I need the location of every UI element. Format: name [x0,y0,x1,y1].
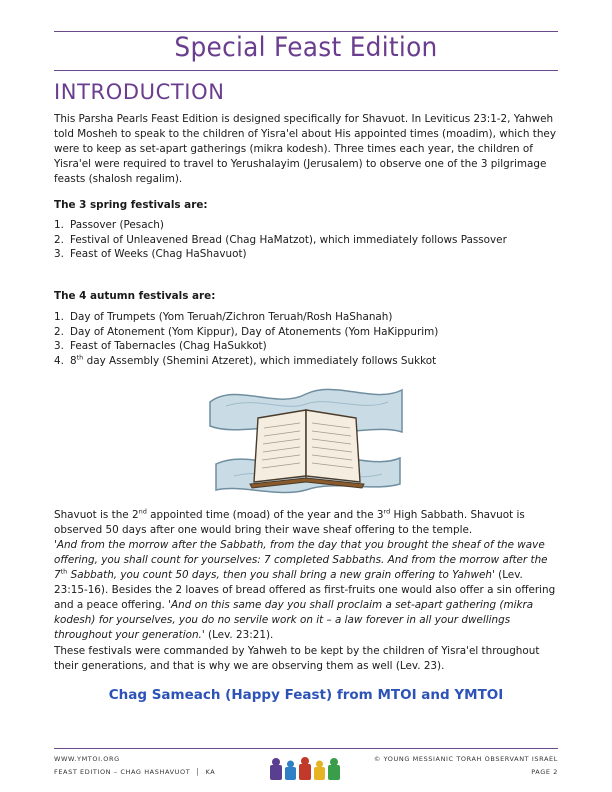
footer-website: WWW.YMTOI.ORG [54,755,120,763]
open-book-illustration [206,372,406,498]
blessing-line: Chag Sameach (Happy Feast) from MTOI and YMTOI [108,687,504,703]
list-item [54,325,558,340]
footer-edition-title: FEAST EDITION – CHAG HASHAVUOT [54,768,191,776]
list-item [54,354,558,369]
list-item-text: Feast of Weeks (Chag HaShavuot) [70,248,247,260]
scripture-quote: Sabbath, you count 50 days, then you shall bring a new grain offering to Yahweh' [67,569,495,581]
shavuot-paragraph [54,508,558,643]
section-heading: INTRODUCTION [54,80,225,104]
intro-paragraph: This Parsha Pearls Feast Edition is designed specifically for Shavuot. In Leviticus 23:1-2, Yahweh told Mosheh to speak to the children of Yisra'el about His appointed times (moadim), which they were to keep as set-apart gatherings (mikra kodesh). Three times each year, the children of Yisra'el were required to travel to Yerushalayim (Jerusalem) to observe one of the 3 pilgrimage feasts (shalosh regalim). [54,113,556,185]
list-number: 4. [54,354,64,367]
ordinal-suffix: nd [138,507,147,516]
shavuot-text: (Lev. 23:21). [204,629,274,641]
ordinal-suffix: th [60,567,68,576]
footer-organization: © YOUNG MESSIANIC TORAH OBSERVANT ISRAEL [373,755,558,763]
list-number: 2. [54,325,64,338]
scripture-quote: 'And on this same day you shall proclaim a set-apart gathering (mikra kodesh) for yourselves, you do no servile work on it – a law forever in all your dwellings throughout your generation.' [54,599,534,641]
title-underline [54,70,558,71]
list-item-text: Day of Trumpets (Yom Teruah/Zichron Teruah/Rosh HaShanah) [70,311,393,323]
autumn-festivals-list [54,310,558,368]
spring-festivals-list [54,218,558,262]
list-item-text: Festival of Unleavened Bread (Chag HaMatzot), which immediately follows Passover [70,233,507,246]
list-item [54,247,558,262]
footer-edition: FEAST EDITION – CHAG HASHAVUOT │ KA [54,768,216,776]
list-number: 3. [54,248,64,260]
autumn-festivals-heading: The 4 autumn festivals are: [54,290,216,302]
list-item [54,218,558,233]
spring-festivals-heading: The 3 spring festivals are: [54,199,208,211]
ordinal-suffix: rd [383,507,391,516]
list-number: 1. [54,219,64,231]
list-item [54,339,558,354]
closing-paragraph: These festivals were commanded by Yahweh to be kept by the children of Yisra'el throughout their generations, and that is why we are observing them as well (Lev. 23). [54,645,540,672]
list-item-text: Feast of Tabernacles (Chag HaSukkot) [70,340,267,352]
ordinal-suffix: th [76,353,84,362]
list-item [54,233,558,248]
page-title: Special Feast Edition [174,32,438,63]
shavuot-text: (Lev. 23:15-16). Besides the 2 loaves of bread offered as first-fruits one would also offer a sin offering and a peace offering. [54,569,556,611]
list-number: 2. [54,233,64,246]
scripture-quote: 'And from the morrow after the Sabbath, from the day that you brought the sheaf of the wave offering, you shall count for yourselves: 7 completed Sabbaths. And from the morrow after the 7 [54,539,548,581]
list-number: 3. [54,340,64,352]
shavuot-text: High Sabbath. Shavuot is observed 50 days after one would bring their wave sheaf offering to the temple. [54,509,525,536]
footer-rule [54,748,558,749]
list-number: 1. [54,311,64,323]
ymtoi-logo-icon [268,756,346,782]
shavuot-text: appointed time (moad) of the year and the 3 [146,509,384,521]
list-item-text: day Assembly (Shemini Atzeret), which immediately follows Sukkot [83,354,437,367]
list-item-text: Passover (Pesach) [70,219,164,231]
list-ordinal: 8 [70,354,77,367]
footer-page-number: PAGE 2 [531,768,558,776]
list-item-text: Day of Atonement (Yom Kippur), Day of Atonements (Yom HaKippurim) [70,325,439,338]
list-item [54,310,558,325]
shavuot-text: Shavuot is the 2 [54,509,139,521]
footer-level: KA [205,768,216,776]
